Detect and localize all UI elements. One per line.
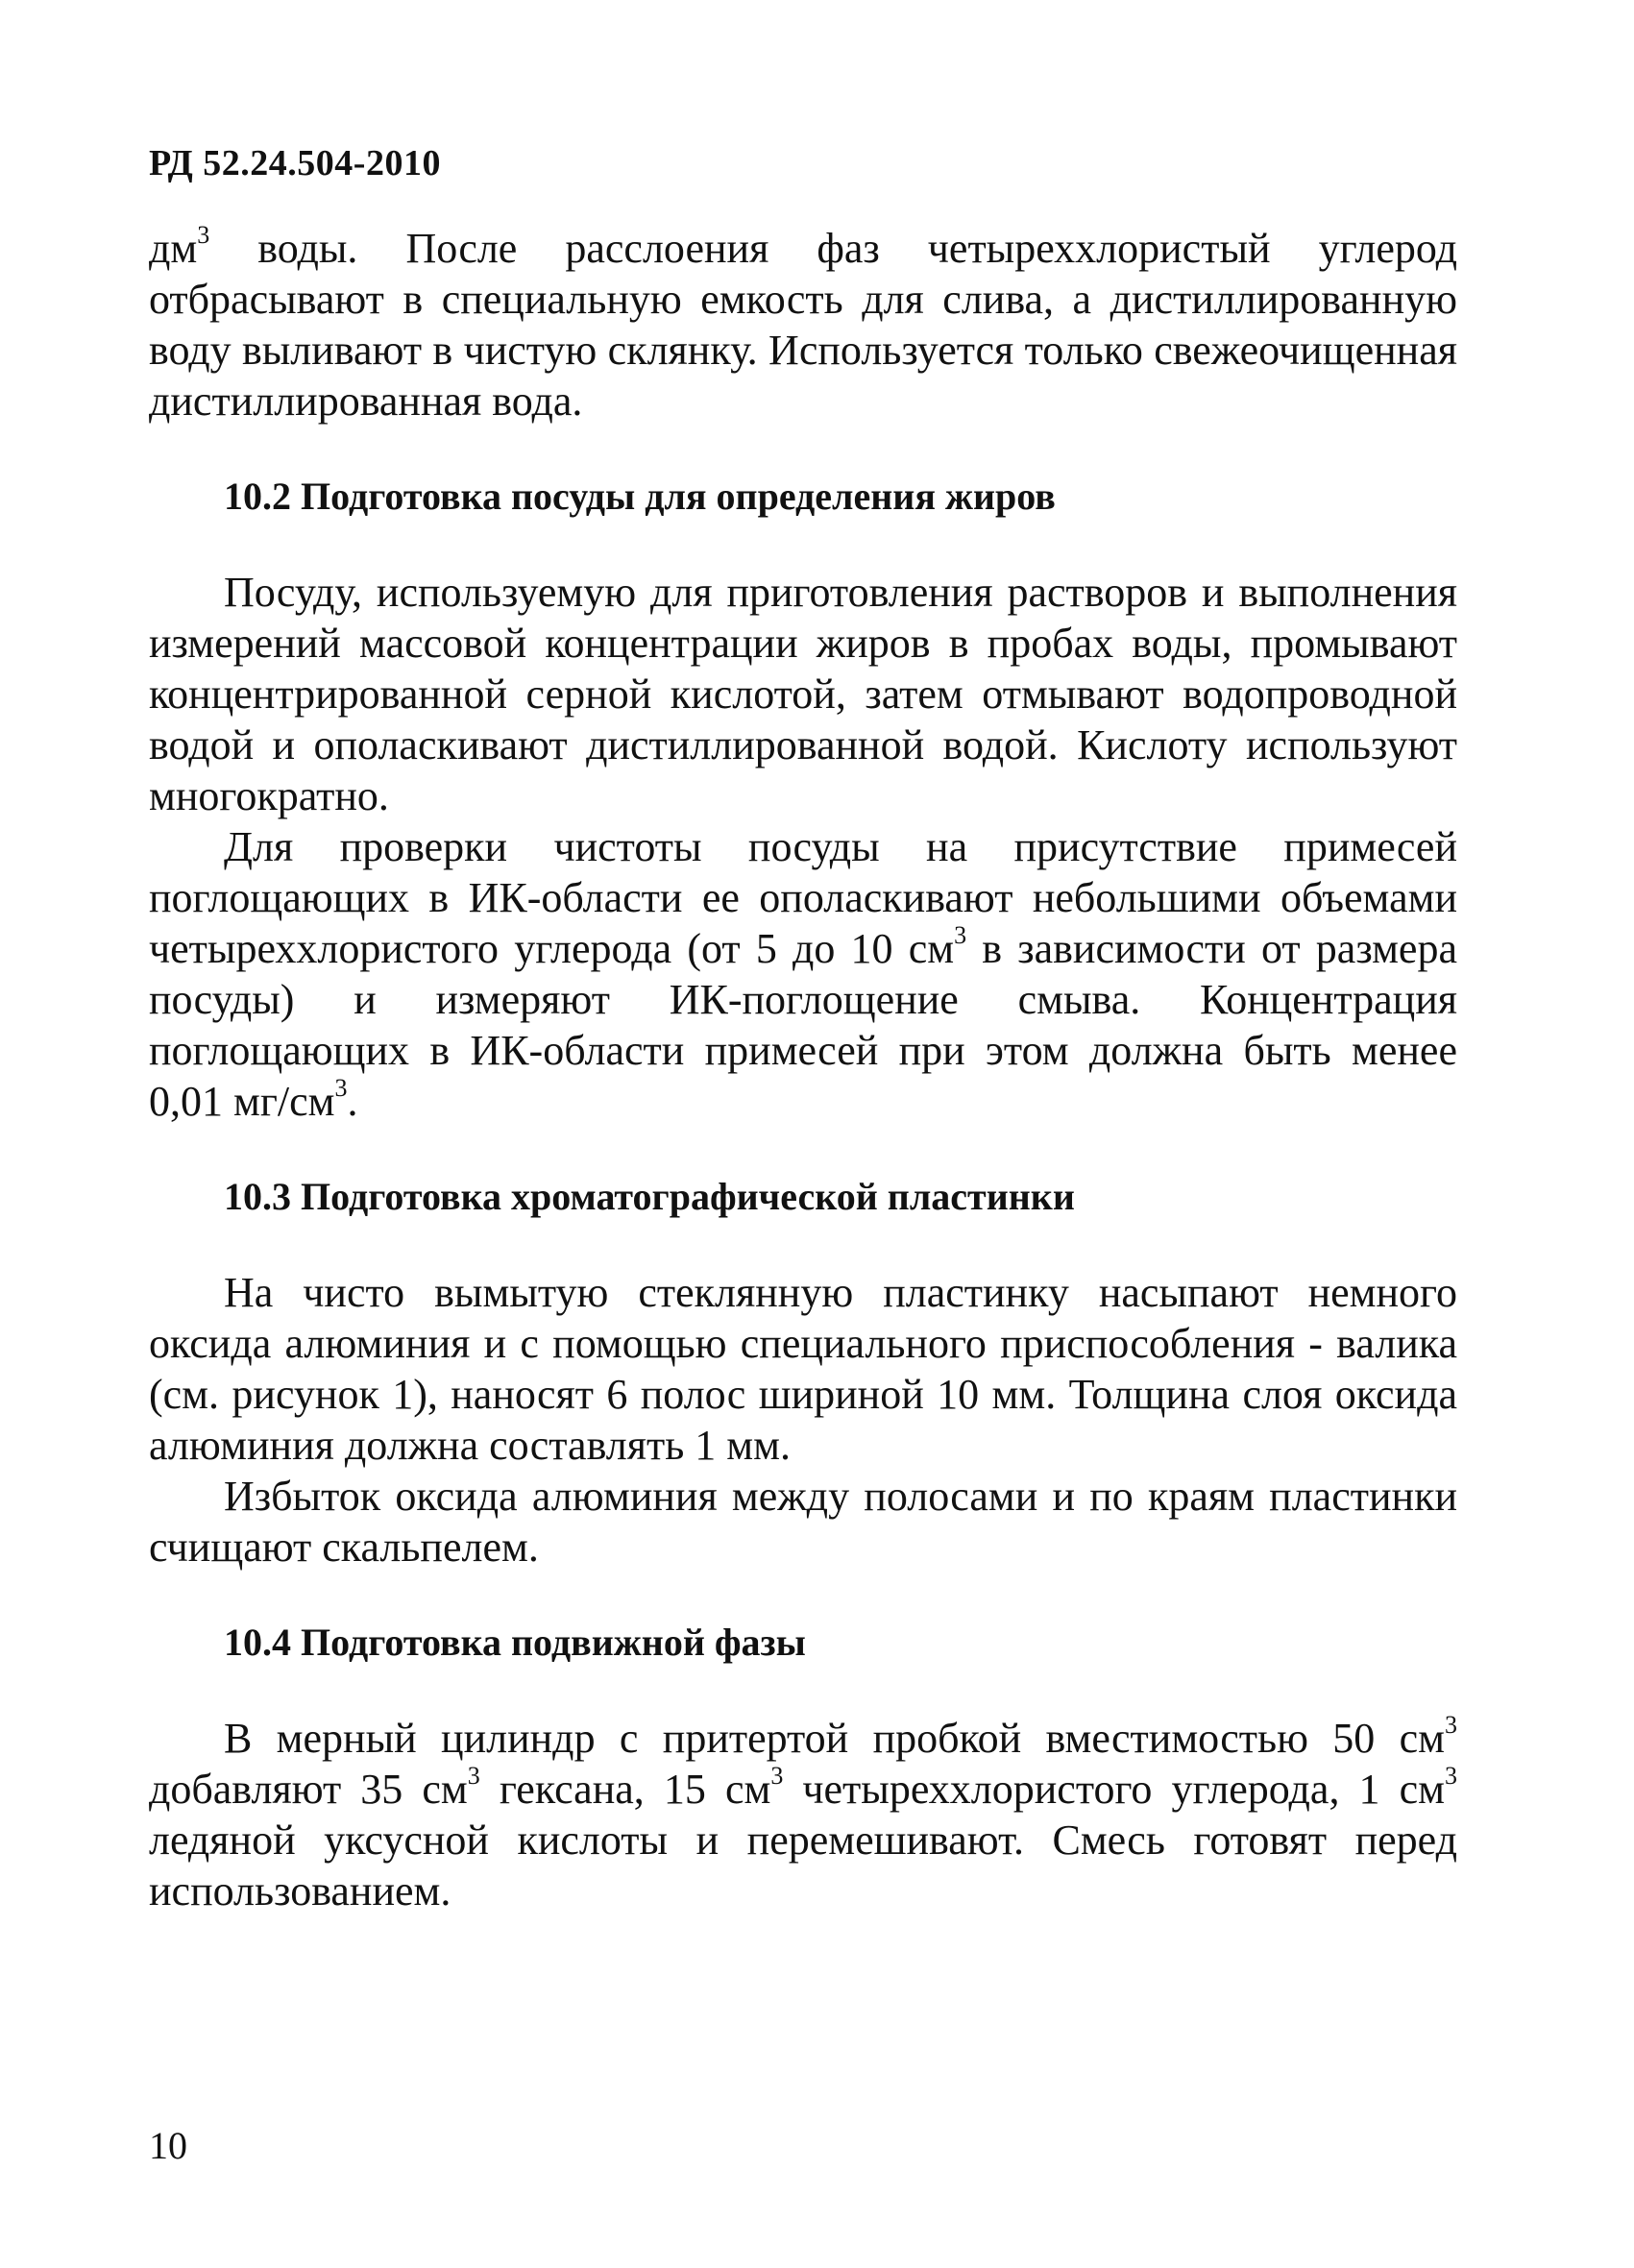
superscript: 3	[197, 221, 210, 249]
text-segment: дм	[149, 225, 198, 272]
text-segment: В мерный цилиндр с притертой пробкой вместимостью 50 см	[224, 1715, 1445, 1762]
text-segment: .	[347, 1078, 358, 1125]
page-content	[149, 223, 1457, 1916]
text-segment: Для проверки чистоты посуды на присутствие примесей поглощающих в ИК-области ее ополаскивают небольшими объемами четыреххлористого углерода (от 5 до 10 см	[149, 823, 1457, 972]
document-code-header: РД 52.24.504-2010	[149, 143, 441, 183]
section-10-3-paragraph-1: На чисто вымытую стеклянную пластинку насыпают немного оксида алюминия и с помощью специального приспособления - валика (см. рисунок 1), наносят 6 полос шириной 10 мм. Толщина слоя оксида алюминия должна составлять 1 мм.	[149, 1269, 1457, 1469]
text-segment: в зависимости от размера посуды) и измеряют ИК-поглощение смыва. Концентрация поглощающих в ИК-области примесей при этом должна быть менее 0,01 мг/см	[149, 925, 1457, 1125]
section-heading-10-2: 10.2 Подготовка посуды для определения жиров	[224, 475, 1056, 518]
continued-paragraph	[149, 223, 1457, 427]
superscript: 3	[1445, 1711, 1457, 1739]
section-heading-10-4: 10.4 Подготовка подвижной фазы	[224, 1621, 806, 1664]
section-10-2-paragraph-2	[149, 821, 1457, 1127]
section-heading-10-3: 10.3 Подготовка хроматографической пластинки	[224, 1175, 1075, 1218]
text-segment: ледяной уксусной кислоты и перемешивают. Смесь готовят перед использованием.	[149, 1817, 1457, 1914]
superscript: 3	[954, 921, 967, 949]
text-segment: гексана, 15 см	[479, 1766, 771, 1813]
section-10-3-paragraph-2: Избыток оксида алюминия между полосами и по краям пластинки счищают скальпелем.	[149, 1473, 1457, 1571]
superscript: 3	[467, 1762, 480, 1790]
page-number: 10	[149, 2124, 187, 2167]
text-segment: четыреххлористого углерода, 1 см	[783, 1766, 1445, 1813]
text-segment: добавляют 35 см	[149, 1766, 468, 1813]
superscript: 3	[334, 1074, 348, 1102]
superscript: 3	[770, 1762, 784, 1790]
superscript: 3	[1444, 1762, 1457, 1790]
section-10-2-paragraph-1: Посуду, используемую для приготовления растворов и выполнения измерений массовой концентрации жиров в пробах воды, промывают концентрированной серной кислотой, затем отмывают водопроводной водой и ополаскивают дистиллированной водой. Кислоту используют многократно.	[149, 569, 1457, 819]
section-10-4-paragraph-1	[149, 1713, 1457, 1916]
text-segment: воды. После расслоения фаз четыреххлористый углерод отбрасывают в специальную емкость для слива, а дистиллированную воду выливают в чистую склянку. Используется только свежеочищенная дистиллированная вода.	[149, 225, 1457, 425]
